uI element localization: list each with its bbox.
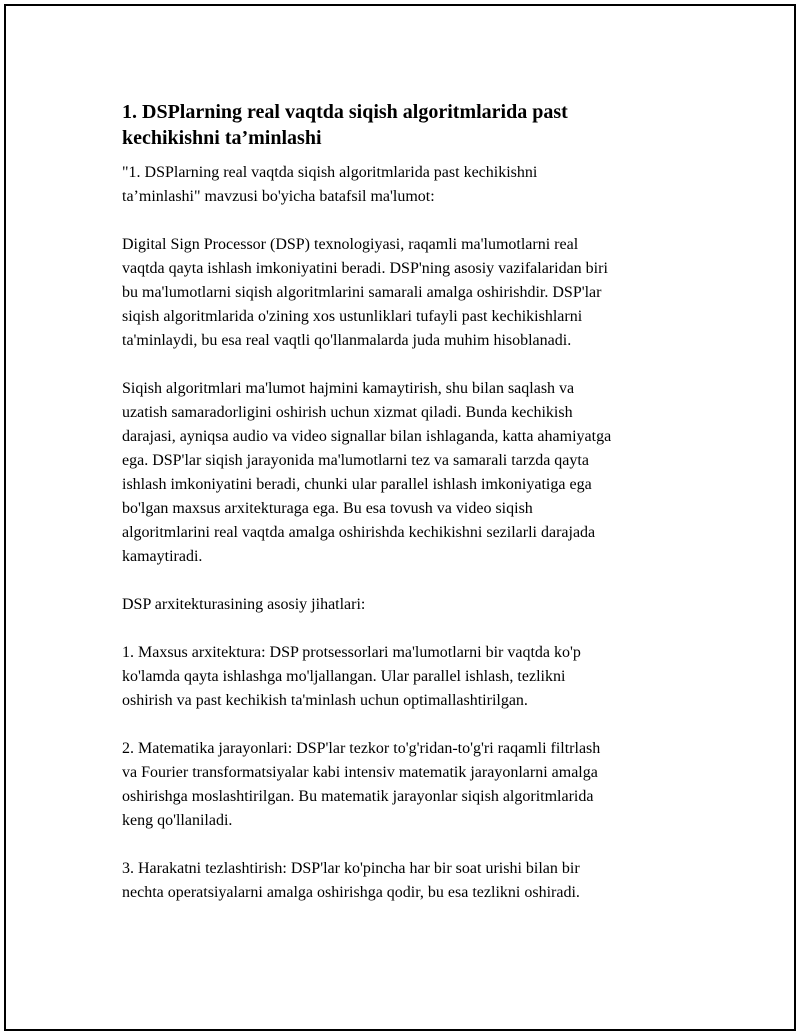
document-title <box>122 99 692 151</box>
text-line: algoritmlarini real vaqtda amalga oshirishda kechikishni sezilarli darajada <box>122 524 596 541</box>
text-line: bu ma'lumotlarni siqish algoritmlarini samarali amalga oshirishdir. DSP'lar <box>122 284 602 301</box>
text-line: ta'minlaydi, bu esa real vaqtli qo'llanmalarda juda muhim hisoblanadi. <box>122 332 572 349</box>
text-line: oshirishga moslashtirilgan. Bu matematik jarayonlar siqish algoritmlarida <box>122 788 594 805</box>
document-page <box>4 4 796 1031</box>
text-line: ta’minlashi" mavzusi bo'yicha batafsil ma'lumot: <box>122 188 435 205</box>
text-line: nechta operatsiyalarni amalga oshirishga qodir, bu esa tezlikni oshiradi. <box>122 884 580 901</box>
text-line: kamaytiradi. <box>122 548 203 565</box>
text-line: "1. DSPlarning real vaqtda siqish algoritmlarida past kechikishni <box>122 164 538 181</box>
text-line: ega. DSP'lar siqish jarayonida ma'lumotlarni tez va samarali tarzda qayta <box>122 452 589 469</box>
document-body <box>122 99 692 929</box>
text-line: DSP arxitekturasining asosiy jihatlari: <box>122 596 366 613</box>
compression-paragraph <box>122 377 692 569</box>
text-line: darajasi, ayniqsa audio va video signallar bilan ishlaganda, katta ahamiyatga <box>122 428 612 445</box>
list-item-special-architecture <box>122 641 692 713</box>
list-item-math-processes <box>122 737 692 833</box>
text-line: Siqish algoritmlari ma'lumot hajmini kamaytirish, shu bilan saqlash va <box>122 380 575 397</box>
text-line: siqish algoritmlarida o'zining xos ustunliklari tufayli past kechikishlarni <box>122 308 583 325</box>
intro-paragraph <box>122 161 692 209</box>
text-line: 1. Maxsus arxitektura: DSP protsessorlari ma'lumotlarni bir vaqtda ko'p <box>122 644 581 661</box>
architecture-heading-paragraph <box>122 593 692 617</box>
text-line: bo'lgan maxsus arxitekturaga ega. Bu esa tovush va video siqish <box>122 500 533 517</box>
text-line: vaqtda qayta ishlash imkoniyatini beradi. DSP'ning asosiy vazifalaridan biri <box>122 260 608 277</box>
text-line: keng qo'llaniladi. <box>122 812 233 829</box>
text-line: ko'lamda qayta ishlashga mo'ljallangan. Ular parallel ishlash, tezlikni <box>122 668 566 685</box>
text-line: oshirish va past kechikish ta'minlash uchun optimallashtirilgan. <box>122 692 528 709</box>
list-item-acceleration <box>122 857 692 905</box>
text-line: uzatish samaradorligini oshirish uchun xizmat qiladi. Bunda kechikish <box>122 404 573 421</box>
text-line: 2. Matematika jarayonlari: DSP'lar tezkor to'g'ridan-to'g'ri raqamli filtrlash <box>122 740 601 757</box>
title-line: 1. DSPlarning real vaqtda siqish algoritmlarida past <box>122 101 568 123</box>
text-line: 3. Harakatni tezlashtirish: DSP'lar ko'pincha har bir soat urishi bilan bir <box>122 860 580 877</box>
text-line: Digital Sign Processor (DSP) texnologiyasi, raqamli ma'lumotlarni real <box>122 236 579 253</box>
title-line: kechikishni ta’minlashi <box>122 127 322 149</box>
text-line: va Fourier transformatsiyalar kabi intensiv matematik jarayonlarni amalga <box>122 764 598 781</box>
dsp-overview-paragraph <box>122 233 692 353</box>
text-line: ishlash imkoniyatini beradi, chunki ular parallel ishlash imkoniyatiga ega <box>122 476 592 493</box>
